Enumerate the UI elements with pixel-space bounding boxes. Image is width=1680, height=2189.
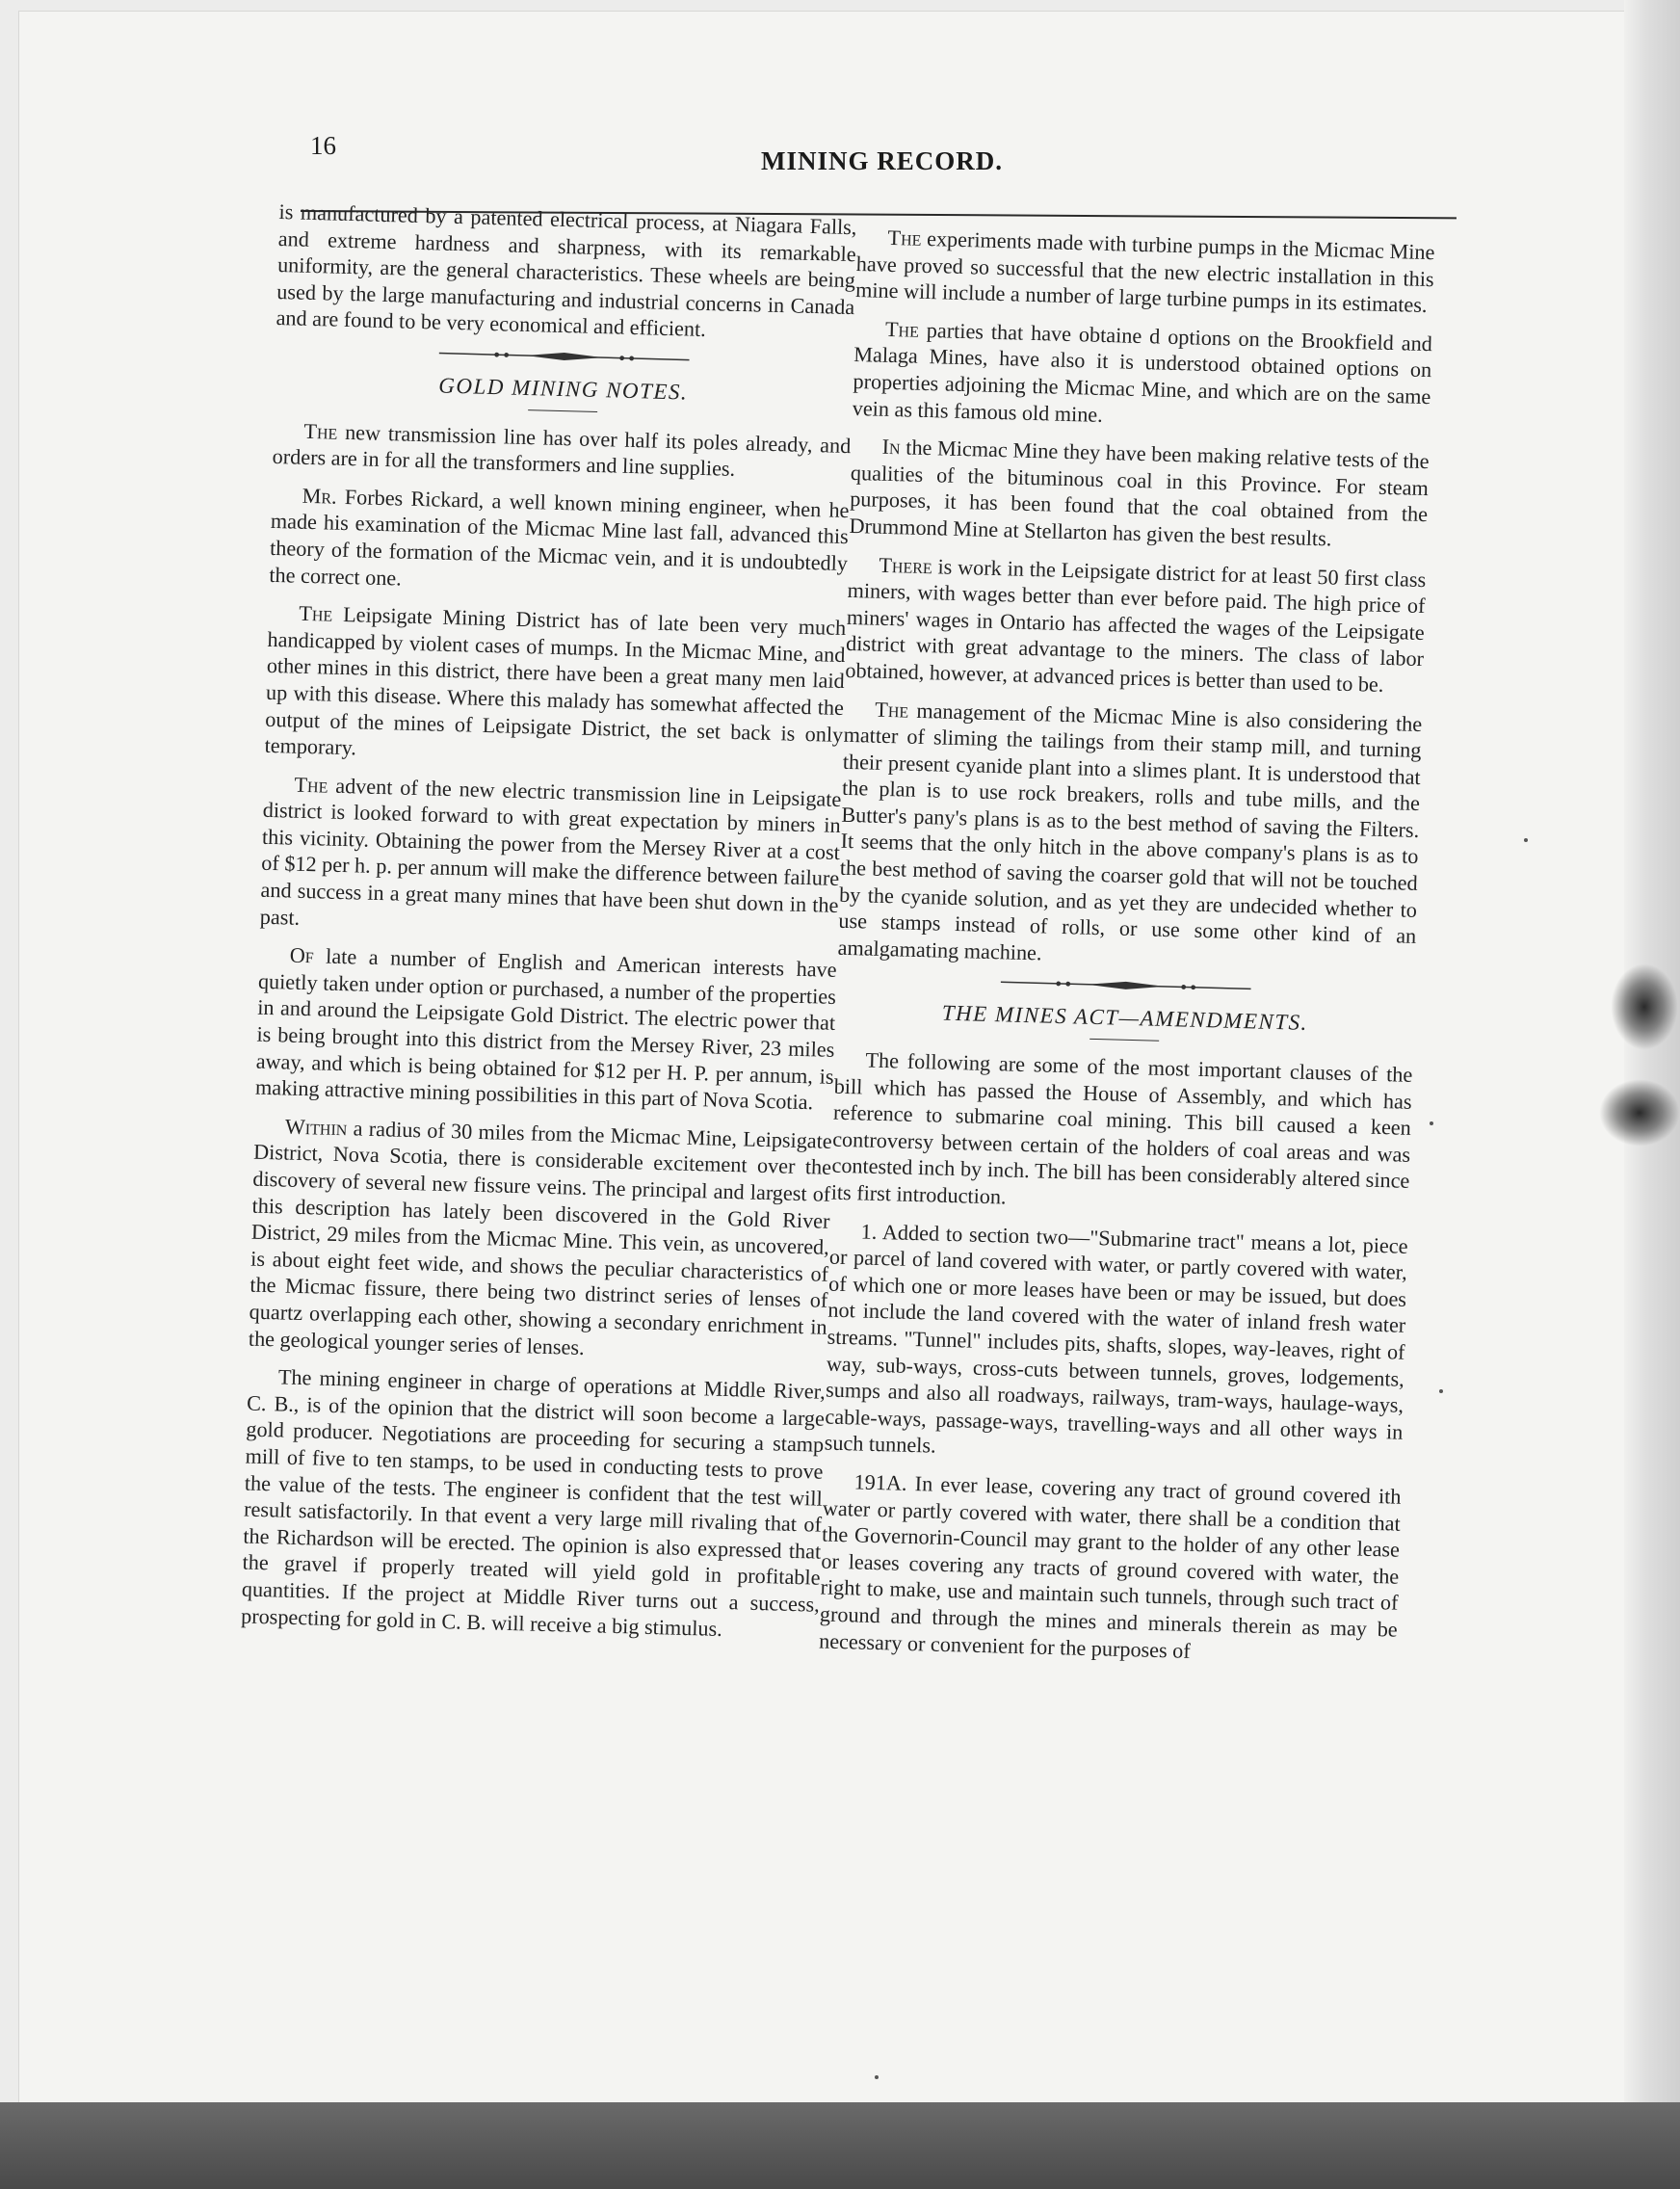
paragraph-text: late a number of English and American interests have quietly taken under option or purchased, a number of the properties in and around the Leipsigate Gold District. The electric power that is being brought into this district from the Mersey River, 23 miles away, and which is being obtained for $12 per H. P. per annum, is making attractive mining possibilities in this part of Nova Scotia. (254, 943, 837, 1115)
lead-word: Within (284, 1114, 348, 1141)
paragraph (264, 599, 846, 775)
paragraph (249, 1112, 832, 1366)
lead-word: There (879, 552, 933, 578)
dust-speck (1439, 1389, 1443, 1393)
dust-speck (1524, 838, 1528, 842)
paragraph (837, 695, 1422, 976)
lead-word: Of (289, 942, 315, 968)
paragraph-text: advent of the new electric transmission line in Leipsigate district is looked forward to with great expectation by miners in this vicinity. Obtaining the power from the Mersey River at a cost of $12 per h. p. per annum will make the difference between failure and success in a great many mines that have been shut down in the past. (259, 773, 842, 930)
ink-smudge (1611, 963, 1678, 1050)
lead-word: The (303, 418, 338, 444)
divider (1089, 1039, 1159, 1042)
paragraph-text: experiments made with turbine pumps in the Micmac Mine have proved so successful that the new electric installation in this mine will include a number of large turbine pumps in its estimates. (854, 225, 1435, 318)
section-heading: GOLD MINING NOTES. (438, 373, 689, 405)
paragraph (852, 315, 1432, 437)
paragraph-text: the Micmac Mine they have been making relative tests of the qualities of the bituminous coal in this Province. For steam purposes, it has been found that the coal obtained from the Drummond Mine at Stellarton has given the best results. (849, 435, 1430, 551)
ornamental-rule-icon (1001, 977, 1251, 995)
publication-title: MINING RECORD. (761, 146, 1004, 175)
lead-word: The (875, 697, 909, 723)
paragraph (845, 550, 1427, 699)
paragraph-text: Forbes Rickard, a well known mining engineer, when he made his examination of the Micmac Mine last fall, advanced this theory of the formation of the Micmac vein, and it is undoubtedly the correct one. (269, 484, 850, 591)
ornamental-rule-icon (439, 348, 690, 366)
paragraph-text: Leipsigate Mining District has of late been very much handicapped by violent cases of mumps. In the Micmac Mine, and other mines in this district, there have been a great many men laid up with this disease. Where this malady has somewhat affected the output of the mines of Leipsigate District, the set back is only temporary. (264, 601, 847, 760)
paragraph (259, 770, 841, 945)
paragraph: 1. Added to section two—"Submarine tract" means a lot, piece or parcel of land covered with water, or partly covered with water, of which one or more leases have been or may be issued, but does not include the land covered with the water of inland fresh water streams. "Tunnel" includes pits, shafts, slopes, way-leaves, right of way, sub-ways, cross-cuts between tunnels, groves, lodgements, sumps and also all roadways, railways, tram-ways, haulage-ways, cable-ways, passage-ways, travelling-ways and all other ways in such tunnels. (824, 1219, 1408, 1459)
left-column (241, 198, 857, 1656)
paragraph-text: a radius of 30 miles from the Micmac Mine, Leipsigate District, Nova Scotia, there is considerable excitement over the discovery of several new fissure veins. The principal and largest of this description has lately been discovered in the Gold River District, 29 miles from the Micmac Mine. This vein, as uncovered, is about eight feet wide, and shows the peculiar characteristics of the Micmac fissure, there being two distrinct series of lenses of quartz overlapping each other, showing a secondary enrichment in the geological younger series of lenses. (248, 1116, 833, 1359)
paragraph-text: is work in the Leipsigate district for at least 50 first class miners, with wages better than ever before paid. The high price of miners' wages in Ontario has affected the wages of the Leipsigate district with great advantage to the miners. The class of labor obtained, however, at advanced prices is better than used to be. (845, 553, 1427, 697)
paragraph-text: management of the Micmac Mine is also considering the matter of sliming the tailings from their stamp mill, and turning their present cyanide plant into a slimes plant. It is understood that the plan is to use rock breakers, rolls and tube mills, and the Butter's pany's plans is as to the best method of saving the Filters. It seems that the only hitch in the above company's plans is as to the best method of saving the coarser gold that will not be touched by the cyanide solution, and as yet they are undecided whether to use stamps instead of rolls, or use some other kind of an amalgamating machine. (837, 698, 1423, 965)
divider (528, 409, 597, 412)
paragraph (849, 433, 1430, 555)
paragraph-text: new transmission line has over half its poles already, and orders are in for all the transformers and line supplies. (272, 419, 852, 482)
bottom-shadow (0, 2102, 1680, 2189)
lead-word: In (881, 434, 902, 460)
paragraph (269, 482, 850, 604)
paragraph (855, 224, 1435, 319)
paragraph (255, 941, 837, 1117)
ink-smudge (1599, 1079, 1680, 1147)
lead-word: Mr. (302, 483, 337, 509)
paragraph (272, 416, 851, 485)
lead-word: The (299, 600, 333, 626)
page-number: 16 (310, 131, 336, 160)
right-column (819, 224, 1435, 1681)
lead-word: The (887, 224, 922, 251)
section-heading: THE MINES ACT—AMENDMENTS. (941, 1001, 1309, 1036)
paragraph-text: parties that have obtaine d options on the Brookfield and Malaga Mines, have also it is understood obtained options on properties adjoining the Micmac Mine, and which are on the same vein as this famous old mine. (852, 317, 1433, 427)
lead-word: The (884, 316, 920, 342)
paragraph: The following are some of the most important clauses of the bill which has passed the House of Assembly, and which has reference to submarine coal mining. This bill caused a keen controversy between certain of the holders of coal areas and was contested inch by inch. The bill has been considerably altered since its first introduction. (830, 1047, 1413, 1209)
dust-speck (1430, 1121, 1433, 1125)
lead-word: The (294, 772, 328, 798)
paragraph: 191A. In ever lease, covering any tract of ground covered ith water or partly covered with water, there shall be a condition that the Governorin-Council may grant to the holder of any other lease or leases covering any tracts of ground covered with water, the right to make, use and maintain such tunnels, through such tract of ground and through the mines and minerals therein as may be necessary or convenient for the purposes of (818, 1469, 1402, 1663)
paragraph: is manufactured by a patented electrical process, at Niagara Falls, and extreme hardness and sharpness, with its remarkable uniformity, are the general characteristics. These wheels are being used by the large manufacturing and industrial concerns in Canada and are found to be very economical and efficient. (276, 198, 857, 342)
dust-speck (875, 2075, 879, 2079)
paragraph: The mining engineer in charge of operations at Middle River, C. B., is of the opinion that the district will soon become a large gold producer. Negotiations are proceeding for securing a stamp mill of five to ten stamps, to be used in conducting tests to prove the value of the tests. The engineer is confident that the test will result satisfactorily. In that event a very large mill rivaling that of the Richardson will be erected. The opinion is also expressed that the gravel if properly treated will yield gold in profitable quantities. If the project at Middle River turns out a success, prospecting for gold in C. B. will receive a big stimulus. (240, 1364, 827, 1641)
